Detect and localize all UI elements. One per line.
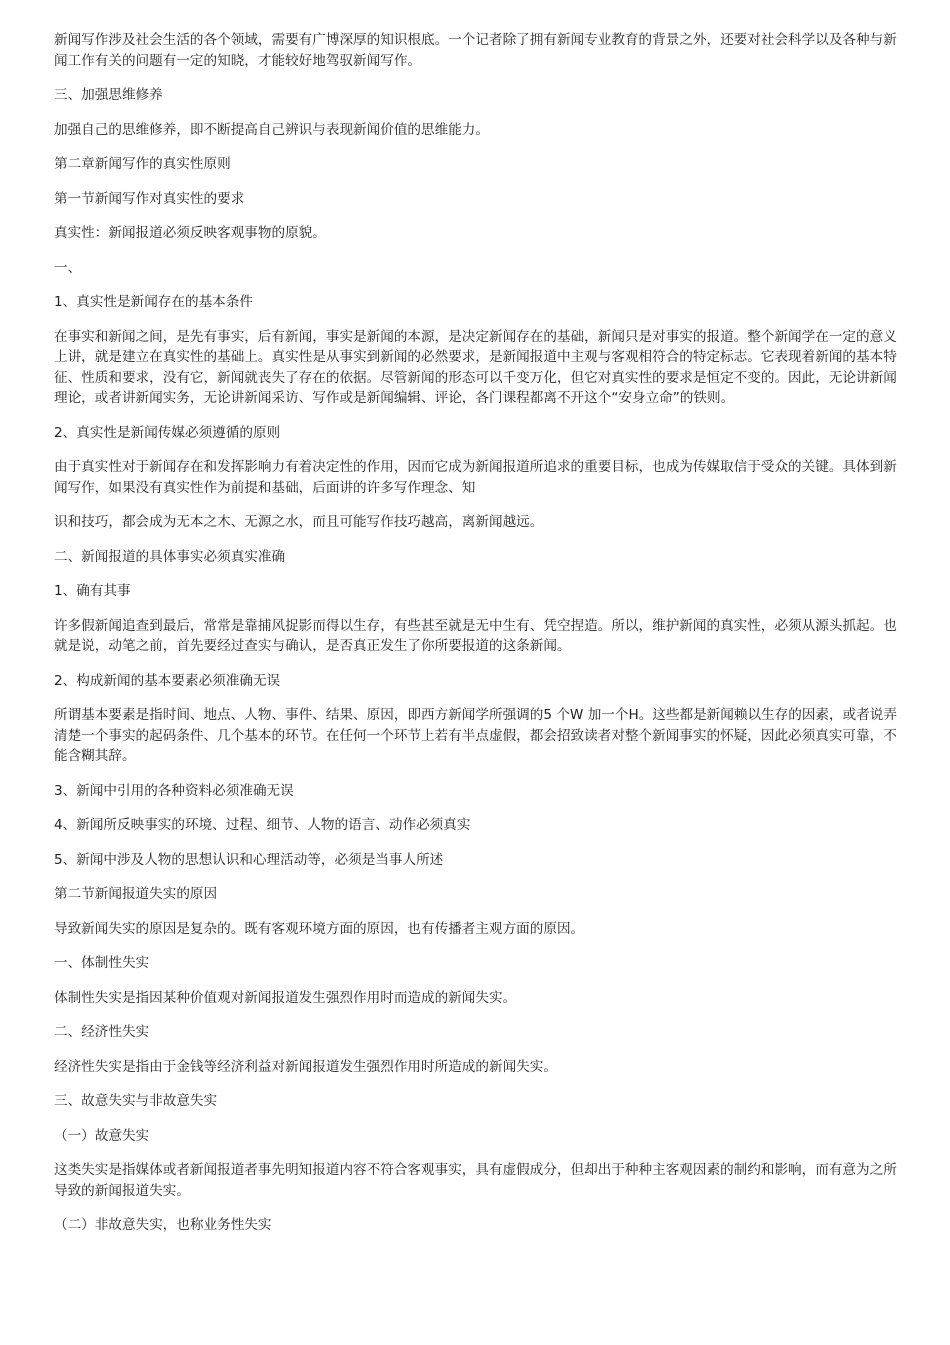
section-heading: 一、体制性失实 xyxy=(54,955,150,971)
subheading: 2、真实性是新闻传媒必须遵循的原则 xyxy=(54,424,281,441)
subheading: 1、确有其事 xyxy=(54,583,131,599)
subheading: 5、新闻中涉及人物的思想认识和心理活动等，必须是当事人所述 xyxy=(54,851,444,868)
paragraph: 新闻写作涉及社会生活的各个领域，需要有广博深厚的知识根底。一个记者除了拥有新闻专业教育的背景之外，还要对社会科学以及各种与新闻工作有关的问题有一定的知晓，才能较好地驾驭新闻写作。 xyxy=(54,32,897,69)
paragraph: 真实性：新闻报道必须反映客观事物的原貌。 xyxy=(54,225,326,241)
subheading: 1、真实性是新闻存在的基本条件 xyxy=(54,294,253,310)
paragraph: 许多假新闻追查到最后，常常是靠捕风捉影而得以生存，有些甚至就是无中生有、凭空捏造。所以，维护新闻的真实性，必须从源头抓起。也就是说，动笔之前，首先要经过查实与确认，是否真正发生了你所要报道的这条新闻。 xyxy=(54,617,897,654)
paragraph: 这类失实是指媒体或者新闻报道者事先明知报道内容不符合客观事实，具有虚假成分，但却出于种种主客观因素的制约和影响，而有意为之所导致的新闻报道失实。 xyxy=(54,1162,897,1199)
paragraph: 在事实和新闻之间，是先有事实，后有新闻，事实是新闻的本源，是决定新闻存在的基础，新闻只是对事实的报道。整个新闻学在一定的意义上讲，就是建立在真实性的基础上。真实性是从事实到新闻的必然要求，是新闻报道中主观与客观相符合的特定标志。它表现着新闻的基本特征、性质和要求，没有它，新闻就丧失了存在的依据。尽管新闻的形态可以千变万化，但它对真实性的要求是恒定不变的。因此，无论讲新闻理论，或者讲新闻实务，无论讲新闻采访、写作或是新闻编辑、评论，各门课程都离不开这个“安身立命”的铁则。 xyxy=(54,328,897,406)
list-marker: 一、 xyxy=(54,259,82,276)
subheading: 3、新闻中引用的各种资料必须准确无误 xyxy=(54,782,294,799)
paragraph: 加强自己的思维修养，即不断提高自己辨识与表现新闻价值的思维能力。 xyxy=(54,121,489,138)
subheading: （一）故意失实 xyxy=(54,1127,150,1144)
subheading: 4、新闻所反映事实的环境、过程、细节、人物的语言、动作必须真实 xyxy=(54,817,471,833)
subheading: 2、构成新闻的基本要素必须准确无误 xyxy=(54,672,281,689)
paragraph: 识和技巧，都会成为无本之木、无源之水，而且可能写作技巧越高，离新闻越远。 xyxy=(54,514,544,530)
section-heading: 二、新闻报道的具体事实必须真实准确 xyxy=(54,548,286,565)
paragraph: 经济性失实是指由于金钱等经济利益对新闻报道发生强烈作用时所造成的新闻失实。 xyxy=(54,1058,557,1075)
paragraph: 所谓基本要素是指时间、地点、人物、事件、结果、原因，即西方新闻学所强调的5 个W 加一个H。这些都是新闻赖以生存的因素，或者说弄清楚一个事实的起码条件、几个基本的环节。在任何一个环节上若有半点虚假，都会招致读者对整个新闻事实的怀疑，因此必须真实可靠，不能含糊其辞。 xyxy=(54,707,897,764)
section-heading: 第一节新闻写作对真实性的要求 xyxy=(54,190,245,207)
chapter-heading: 第二章新闻写作的真实性原则 xyxy=(54,156,231,172)
paragraph: 体制性失实是指因某种价值观对新闻报道发生强烈作用时而造成的新闻失实。 xyxy=(54,989,517,1006)
section-heading: 三、故意失实与非故意失实 xyxy=(54,1093,218,1109)
subheading: （二）非故意失实，也称业务性失实 xyxy=(54,1217,272,1233)
section-heading: 第二节新闻报道失实的原因 xyxy=(54,886,218,902)
document-body xyxy=(54,30,902,1250)
paragraph: 导致新闻失实的原因是复杂的。既有客观环境方面的原因，也有传播者主观方面的原因。 xyxy=(54,920,585,937)
section-heading: 二、经济性失实 xyxy=(54,1024,150,1040)
section-heading: 三、加强思维修养 xyxy=(54,87,163,103)
paragraph: 由于真实性对于新闻存在和发挥影响力有着决定性的作用，因而它成为新闻报道所追求的重要目标，也成为传媒取信于受众的关键。具体到新闻写作，如果没有真实性作为前提和基础，后面讲的许多写作理念、知 xyxy=(54,459,897,496)
